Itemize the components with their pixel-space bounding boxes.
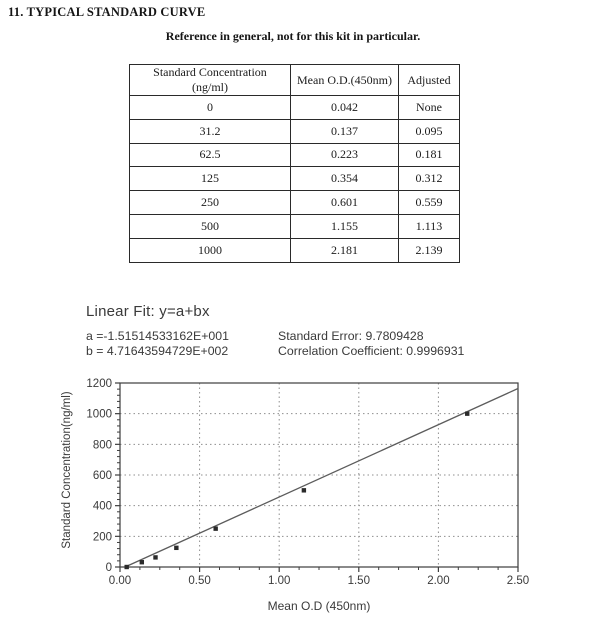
standard-curve-table: [129, 64, 460, 263]
table-cell: 2.181: [291, 238, 399, 262]
table-row: [130, 214, 460, 238]
table-cell: 31.2: [130, 119, 291, 143]
fit-coefficient-a: a =-1.51514533162E+001: [86, 329, 229, 343]
table-cell: 2.139: [399, 238, 460, 262]
column-header: Adjusted: [399, 65, 460, 96]
x-tick-label: 0.50: [188, 575, 211, 587]
table-row: [130, 167, 460, 191]
table-cell: None: [399, 96, 460, 120]
data-point: [213, 526, 217, 530]
data-point: [465, 411, 469, 415]
table-cell: 62.5: [130, 143, 291, 167]
y-tick-label: 1200: [86, 378, 112, 390]
y-tick-label: 0: [105, 562, 112, 574]
fit-standard-error: Standard Error: 9.7809428: [278, 329, 424, 343]
standard-curve-chart: [0, 370, 600, 629]
x-tick-label: 0.00: [108, 575, 132, 587]
y-tick-label: 800: [92, 439, 112, 452]
standard-curve-plot: [0, 370, 600, 629]
data-point: [153, 555, 157, 559]
linear-fit-block: [86, 303, 464, 359]
x-tick-label: 2.50: [506, 575, 530, 587]
column-header: Mean O.D.(450nm): [291, 65, 399, 96]
table-cell: 0.354: [291, 167, 399, 191]
data-point: [140, 560, 144, 564]
table-row: [130, 119, 460, 143]
table-cell: 0.223: [291, 143, 399, 167]
x-tick-label: 1.50: [347, 575, 370, 587]
table-cell: 1000: [130, 238, 291, 262]
table-cell: 0.559: [399, 191, 460, 215]
table-cell: 0.181: [399, 143, 460, 167]
table-cell: 1.155: [291, 214, 399, 238]
table-cell: 500: [130, 214, 291, 238]
y-tick-label: 1000: [86, 408, 112, 421]
data-point: [174, 546, 178, 550]
column-header: Standard Concentration (ng/ml): [130, 65, 291, 96]
fit-correlation-coefficient: Correlation Coefficient: 0.9996931: [278, 344, 465, 358]
y-tick-label: 600: [92, 470, 112, 482]
table-cell: 0.312: [399, 167, 460, 191]
x-axis-label: Mean O.D (450nm): [267, 599, 371, 613]
data-point: [124, 565, 128, 569]
table-cell: 1.113: [399, 214, 460, 238]
table-header-row: [130, 65, 460, 96]
table-cell: 0.601: [291, 191, 399, 215]
y-tick-label: 200: [92, 531, 112, 544]
fit-line: [125, 389, 518, 567]
reference-note: Reference in general, not for this kit in particular.: [165, 29, 421, 43]
y-axis-label: Standard Concentration(ng/ml): [61, 391, 73, 549]
table-cell: 0.137: [291, 119, 399, 143]
table-cell: 0: [130, 96, 291, 120]
table-cell: 0.042: [291, 96, 399, 120]
x-tick-label: 2.00: [427, 575, 450, 587]
section-title: 11. TYPICAL STANDARD CURVE: [8, 5, 206, 19]
table-row: [130, 191, 460, 215]
linear-fit-title: Linear Fit: y=a+bx: [86, 303, 210, 320]
data-point: [302, 488, 306, 492]
table-cell: 125: [130, 167, 291, 191]
table-row: [130, 238, 460, 262]
table-cell: 250: [130, 191, 291, 215]
plot-area: [0, 370, 600, 629]
table-cell: 0.095: [399, 119, 460, 143]
fit-coefficient-b: b = 4.71643594729E+002: [86, 344, 229, 358]
x-tick-label: 1.00: [268, 575, 291, 587]
table-row: [130, 96, 460, 120]
y-tick-label: 400: [92, 500, 112, 513]
table-row: [130, 143, 460, 167]
